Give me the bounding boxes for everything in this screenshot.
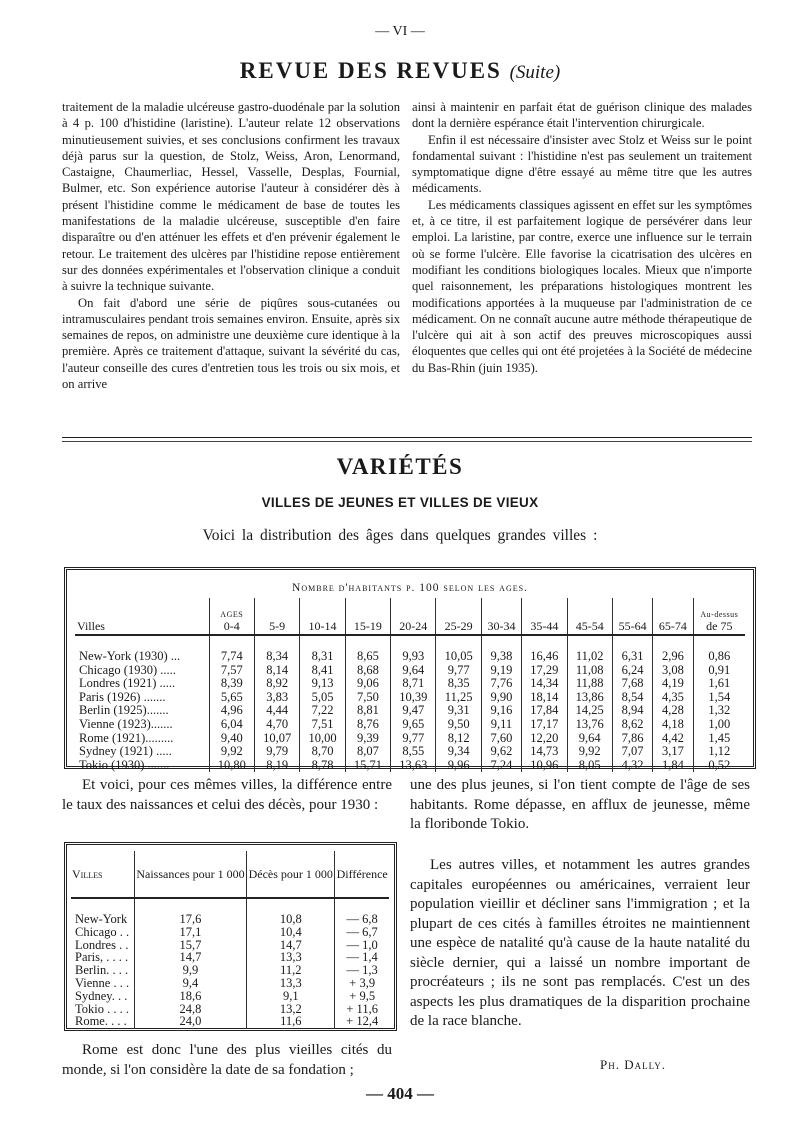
paragraph: Les autres villes, et notamment les autres grandes capitales européennes ou américaines, verraient leur population vieillir et décliner sans l'immigration ; et la plupart de ces cités à familles étroites ne maintiennent une espèce de natalité qu'à cause de la haute natalité du siècle dernier, qui a laissé un nombre important de procréateurs ; ils ne sont pas remplacés. C'est un des aspects les plus dramatiques de la disparition prochaine de la race blanche. (410, 857, 750, 1029)
column-header-text: 35-44 (530, 619, 559, 633)
value-cell: 10,07 (254, 732, 299, 746)
value-cell: 8,14 (254, 664, 299, 678)
value-cell: 9,77 (391, 732, 436, 746)
varietes-subtitle: VILLES DE JEUNES ET VILLES DE VIEUX (261, 495, 539, 510)
value-cell: 6,04 (209, 718, 254, 732)
value-cell: 7,76 (481, 677, 521, 691)
right-text-2 (410, 856, 750, 1032)
value-cell: 11,88 (567, 677, 612, 691)
value-cell: 11,25 (436, 691, 481, 705)
value-cell: 9,11 (481, 718, 521, 732)
table-row (71, 898, 389, 926)
value-cell: 1,12 (693, 745, 745, 759)
table-row (75, 677, 745, 691)
value-cell: 13,63 (391, 759, 436, 773)
column-header-text: 15-19 (353, 619, 382, 633)
column-header-text: 45-54 (575, 619, 604, 633)
age-distribution-table (75, 598, 745, 772)
value-cell: 7,74 (209, 635, 254, 664)
value-cell: 1,32 (693, 704, 745, 718)
column-header-age (209, 598, 254, 635)
city-cell: Berlin (1925)....... (79, 703, 169, 718)
value-cell: 9,65 (391, 718, 436, 732)
table-row (75, 691, 745, 705)
paragraph: Et voici, pour ces mêmes villes, la différence entre le taux des naissances et celui des décès, pour 1930 : (62, 777, 392, 813)
value-cell: — 1,4 (335, 951, 389, 964)
value-cell: 9,90 (481, 691, 521, 705)
value-cell: 10,39 (391, 691, 436, 705)
bottom-left-text (62, 1041, 392, 1080)
value-cell: 9,93 (391, 635, 436, 664)
table-row (75, 732, 745, 746)
section-title-suffix: (Suite) (509, 62, 561, 83)
value-cell: 1,61 (693, 677, 745, 691)
city-cell: Chicago . . (75, 924, 130, 939)
value-cell: 8,12 (436, 732, 481, 746)
value-cell: 17,84 (522, 704, 567, 718)
value-cell: 3,83 (254, 691, 299, 705)
value-cell: — 6,8 (335, 898, 389, 926)
column-header-age (612, 598, 652, 635)
value-cell: 17,29 (522, 664, 567, 678)
value-cell: 8,78 (300, 759, 345, 773)
value-cell: 13,3 (247, 977, 335, 990)
value-cell: 8,94 (612, 704, 652, 718)
value-cell: 10,4 (247, 926, 335, 939)
value-cell: 11,02 (567, 635, 612, 664)
paragraph: ainsi à maintenir en parfait état de guérison clinique des malades dont la dernière espérance était l'intervention chirurgicale. (412, 100, 752, 131)
value-cell: 9,19 (481, 664, 521, 678)
value-cell: + 11,6 (335, 1003, 389, 1016)
value-cell: 4,35 (653, 691, 693, 705)
value-cell: 11,2 (247, 964, 335, 977)
value-cell: 0,91 (693, 664, 745, 678)
value-cell: 8,07 (345, 745, 390, 759)
column-header-text: de 75 (706, 619, 733, 633)
table-row (75, 704, 745, 718)
value-cell: 24,8 (134, 1003, 246, 1016)
value-cell: 4,28 (653, 704, 693, 718)
city-cell: Sydney (1921) ..... (79, 744, 172, 759)
value-cell: 7,50 (345, 691, 390, 705)
birth-death-table (71, 851, 389, 1028)
city-cell: Londres (1921) ..... (79, 676, 176, 691)
city-cell: Rome (1921)......... (79, 730, 174, 745)
column-header-age (522, 598, 567, 635)
city-cell: Paris, . . . . (75, 950, 129, 965)
column-header: Naissances pour 1 000 (134, 851, 246, 898)
table-row (75, 745, 745, 759)
value-cell: 4,70 (254, 718, 299, 732)
value-cell: 7,07 (612, 745, 652, 759)
value-cell: 8,70 (300, 745, 345, 759)
value-cell: 15,7 (134, 939, 246, 952)
value-cell: 0,86 (693, 635, 745, 664)
value-cell: 8,41 (300, 664, 345, 678)
value-cell: 9,62 (481, 745, 521, 759)
column-header: Différence (335, 851, 389, 898)
value-cell: 18,6 (134, 990, 246, 1003)
value-cell: 6,24 (612, 664, 652, 678)
value-cell: 10,00 (300, 732, 345, 746)
section-title-text: REVUE DES REVUES (239, 58, 502, 83)
value-cell: 9,4 (134, 977, 246, 990)
value-cell: 9,39 (345, 732, 390, 746)
table-row (75, 718, 745, 732)
varietes-title: VARIÉTÉS (336, 454, 464, 479)
value-cell: 4,32 (612, 759, 652, 773)
table-row (71, 990, 389, 1003)
value-cell: 8,19 (254, 759, 299, 773)
value-cell: 10,96 (522, 759, 567, 773)
value-cell: 9,06 (345, 677, 390, 691)
page-number: — 404 — (366, 1084, 434, 1103)
value-cell: 6,31 (612, 635, 652, 664)
value-cell: 9,34 (436, 745, 481, 759)
value-cell: 8,55 (391, 745, 436, 759)
value-cell: 9,40 (209, 732, 254, 746)
value-cell: 9,13 (300, 677, 345, 691)
age-distribution-table-box (64, 567, 756, 772)
value-cell: 18,14 (522, 691, 567, 705)
value-cell: — 1,0 (335, 939, 389, 952)
value-cell: 9,64 (567, 732, 612, 746)
value-cell: 8,05 (567, 759, 612, 773)
value-cell: 14,7 (134, 951, 246, 964)
value-cell: 1,00 (693, 718, 745, 732)
value-cell: 12,20 (522, 732, 567, 746)
city-cell: Vienne (1923)....... (79, 716, 173, 731)
paragraph: Les médicaments classiques agissent en effet sur les symptômes et, à ce titre, il est parfaitement logique de persévérer dans leur emploi. La laristine, par contre, exerce une influence sur le terrain où se forme l'ulcère. Elle favorise la cicatrisation des ulcères en modifiant les conditions biologiques locales. Mieux que n'importe quel raisonnement, les préparations histologiques montrent les modifications apportées à la muqueuse par l'administration de ce médicament. On ne connaît aucune autre méthode thérapeutique de l'ulcère qui ait à son actif des preuves microscopiques aussi éloquentes que celles qui ont été projetées à la Société de médecine du Bas-Rhin (juin 1935). (412, 197, 752, 375)
value-cell: 1,84 (653, 759, 693, 773)
value-cell: 10,80 (209, 759, 254, 773)
value-cell: 1,54 (693, 691, 745, 705)
table-row (71, 926, 389, 939)
table-row (75, 635, 745, 664)
value-cell: — 6,7 (335, 926, 389, 939)
value-cell: 2,96 (653, 635, 693, 664)
value-cell: 10,8 (247, 898, 335, 926)
column-header-age (567, 598, 612, 635)
value-cell: 13,2 (247, 1003, 335, 1016)
paragraph: Enfin il est nécessaire d'insister avec Stolz et Weiss sur le point fondamental suivant : l'histidine n'est pas seulement un traitement symptomatique digne d'être essayé au même titre que les autres médicaments. (412, 132, 752, 196)
value-cell: 9,96 (436, 759, 481, 773)
city-cell: Rome. . . . (75, 1014, 127, 1029)
value-cell: 14,34 (522, 677, 567, 691)
value-cell: 9,77 (436, 664, 481, 678)
value-cell: 7,57 (209, 664, 254, 678)
city-cell: New-York (1930) ... (79, 649, 181, 663)
value-cell: 3,17 (653, 745, 693, 759)
revue-left-column (62, 99, 400, 392)
city-cell: Tokio . . . . (75, 1001, 129, 1016)
column-header-text: 55-64 (618, 619, 647, 633)
column-header-age (436, 598, 481, 635)
value-cell: 8,31 (300, 635, 345, 664)
value-cell: 7,51 (300, 718, 345, 732)
value-cell: 8,81 (345, 704, 390, 718)
above-label: Au-dessus (700, 610, 739, 619)
value-cell: 14,25 (567, 704, 612, 718)
value-cell: 9,50 (436, 718, 481, 732)
ages-label: AGES (220, 610, 244, 619)
value-cell: 24,0 (134, 1015, 246, 1028)
value-cell: 1,45 (693, 732, 745, 746)
paragraph: On fait d'abord une série de piqûres sous-cutanées ou intramusculaires pendant trois semaines environ. Ensuite, après six semaines de repos, on administre une deuxième cure identique à la première. Après ce traitement d'attaque, suivant la sévérité du cas, l'auteur conseille des cures d'entretien tous les trois ou six mois, et on arrive (62, 295, 400, 392)
value-cell: 7,86 (612, 732, 652, 746)
value-cell: 10,05 (436, 635, 481, 664)
section-divider (62, 437, 752, 438)
value-cell: 8,76 (345, 718, 390, 732)
city-cell: Berlin. . . . (75, 963, 129, 978)
value-cell: 8,65 (345, 635, 390, 664)
birth-death-table-box (64, 842, 397, 1031)
value-cell: 4,44 (254, 704, 299, 718)
paragraph: Rome est donc l'une des plus vieilles cités du monde, si l'on considère la date de sa fondation ; (62, 1042, 392, 1078)
varietes-intro: Voici la distribution des âges dans quelques grandes villes : (202, 527, 598, 544)
column-header-age (391, 598, 436, 635)
column-header-villes: Villes (75, 598, 209, 635)
city-cell: Londres . . (75, 937, 129, 952)
column-header-age (345, 598, 390, 635)
value-cell: + 12,4 (335, 1015, 389, 1028)
value-cell: 15,71 (345, 759, 390, 773)
paragraph: traitement de la maladie ulcéreuse gastro-duodénale par la solution à 4 p. 100 d'histidine (laristine). L'auteur relate 12 observations minutieusement suivies, et ses conclusions confirment les travaux déjà parus sur la question, de Stolz, Weiss, Aron, Lenormand, Castaigne, Chaumerliac, Hessel, Vasselle, Desplas, Fournial, Bulmer, etc. Son expérience autorise l'auteur à considérer dès à présent l'histidine comme le médicament de base de toutes les manifestations de la maladie ulcéreuse, susceptible d'en faire disparaître ou d'en atténuer les effets et d'en prévenir également le retour. Le traitement des ulcères par l'histidine repose entièrement sur des données expérimentales et l'observation clinique a conduit à suivre la technique suivante. (62, 100, 400, 294)
column-header-text: 20-24 (399, 619, 428, 633)
value-cell: 9,47 (391, 704, 436, 718)
right-text-1 (410, 776, 750, 835)
value-cell: 4,18 (653, 718, 693, 732)
table-row (71, 977, 389, 990)
column-header: Décès pour 1 000 (247, 851, 335, 898)
column-header-text: 5-9 (269, 619, 286, 633)
column-header-text: 10-14 (308, 619, 337, 633)
value-cell: 9,1 (247, 990, 335, 1003)
value-cell: + 9,5 (335, 990, 389, 1003)
city-cell: Chicago (1930) ..... (79, 662, 176, 677)
value-cell: + 3,9 (335, 977, 389, 990)
value-cell: 9,79 (254, 745, 299, 759)
value-cell: 5,65 (209, 691, 254, 705)
city-cell: Paris (1926) ....... (79, 689, 166, 704)
city-cell: Sydney. . . (75, 988, 128, 1003)
value-cell: 9,9 (134, 964, 246, 977)
value-cell: 8,39 (209, 677, 254, 691)
value-cell: 8,35 (436, 677, 481, 691)
value-cell: 0,52 (693, 759, 745, 773)
column-header-age (300, 598, 345, 635)
value-cell: 13,76 (567, 718, 612, 732)
column-header-text: 0-4 (223, 619, 240, 633)
value-cell: 4,19 (653, 677, 693, 691)
value-cell: 9,16 (481, 704, 521, 718)
value-cell: — 1,3 (335, 964, 389, 977)
value-cell: 9,31 (436, 704, 481, 718)
value-cell: 9,64 (391, 664, 436, 678)
value-cell: 5,05 (300, 691, 345, 705)
value-cell: 17,17 (522, 718, 567, 732)
city-cell: Vienne . . . (75, 975, 130, 990)
column-header-text: 30-34 (487, 619, 516, 633)
table-row (75, 664, 745, 678)
value-cell: 14,7 (247, 939, 335, 952)
section-divider-thin (62, 441, 752, 442)
value-cell: 8,62 (612, 718, 652, 732)
value-cell: 11,6 (247, 1015, 335, 1028)
value-cell: 7,68 (612, 677, 652, 691)
city-cell: Tokio (1930) ....... (79, 757, 170, 772)
value-cell: 14,73 (522, 745, 567, 759)
column-header-age (254, 598, 299, 635)
paragraph: une des plus jeunes, si l'on tient compte de l'âge de ses habitants. Rome dépasse, en afflux de jeunesse, même la floribonde Tokio. (410, 777, 750, 832)
value-cell: 17,6 (134, 898, 246, 926)
value-cell: 11,08 (567, 664, 612, 678)
value-cell: 7,24 (481, 759, 521, 773)
value-cell: 7,60 (481, 732, 521, 746)
column-header-text: 25-29 (444, 619, 473, 633)
age-table-caption: Nombre d'habitants p. 100 selon les ages. (292, 582, 528, 594)
value-cell: 8,92 (254, 677, 299, 691)
column-header-age (481, 598, 521, 635)
value-cell: 9,38 (481, 635, 521, 664)
value-cell: 8,54 (612, 691, 652, 705)
value-cell: 4,42 (653, 732, 693, 746)
value-cell: 9,92 (209, 745, 254, 759)
value-cell: 16,46 (522, 635, 567, 664)
column-header-age (693, 598, 745, 635)
table-row (75, 759, 745, 773)
city-cell: New-York (75, 912, 128, 926)
value-cell: 9,92 (567, 745, 612, 759)
value-cell: 8,71 (391, 677, 436, 691)
value-cell: 7,22 (300, 704, 345, 718)
column-header-age (653, 598, 693, 635)
value-cell: 8,68 (345, 664, 390, 678)
revue-right-column (412, 99, 752, 376)
middle-left-text (62, 776, 392, 815)
value-cell: 8,34 (254, 635, 299, 664)
value-cell: 17,1 (134, 926, 246, 939)
author-signature: Ph. Dally. (600, 1057, 666, 1072)
value-cell: 4,96 (209, 704, 254, 718)
column-header-text: 65-74 (658, 619, 687, 633)
value-cell: 3,08 (653, 664, 693, 678)
table-row (71, 1015, 389, 1028)
value-cell: 13,3 (247, 951, 335, 964)
value-cell: 13,86 (567, 691, 612, 705)
section-title (0, 58, 800, 84)
column-header: Villes (71, 851, 134, 898)
roman-folio: — VI — (375, 24, 425, 39)
